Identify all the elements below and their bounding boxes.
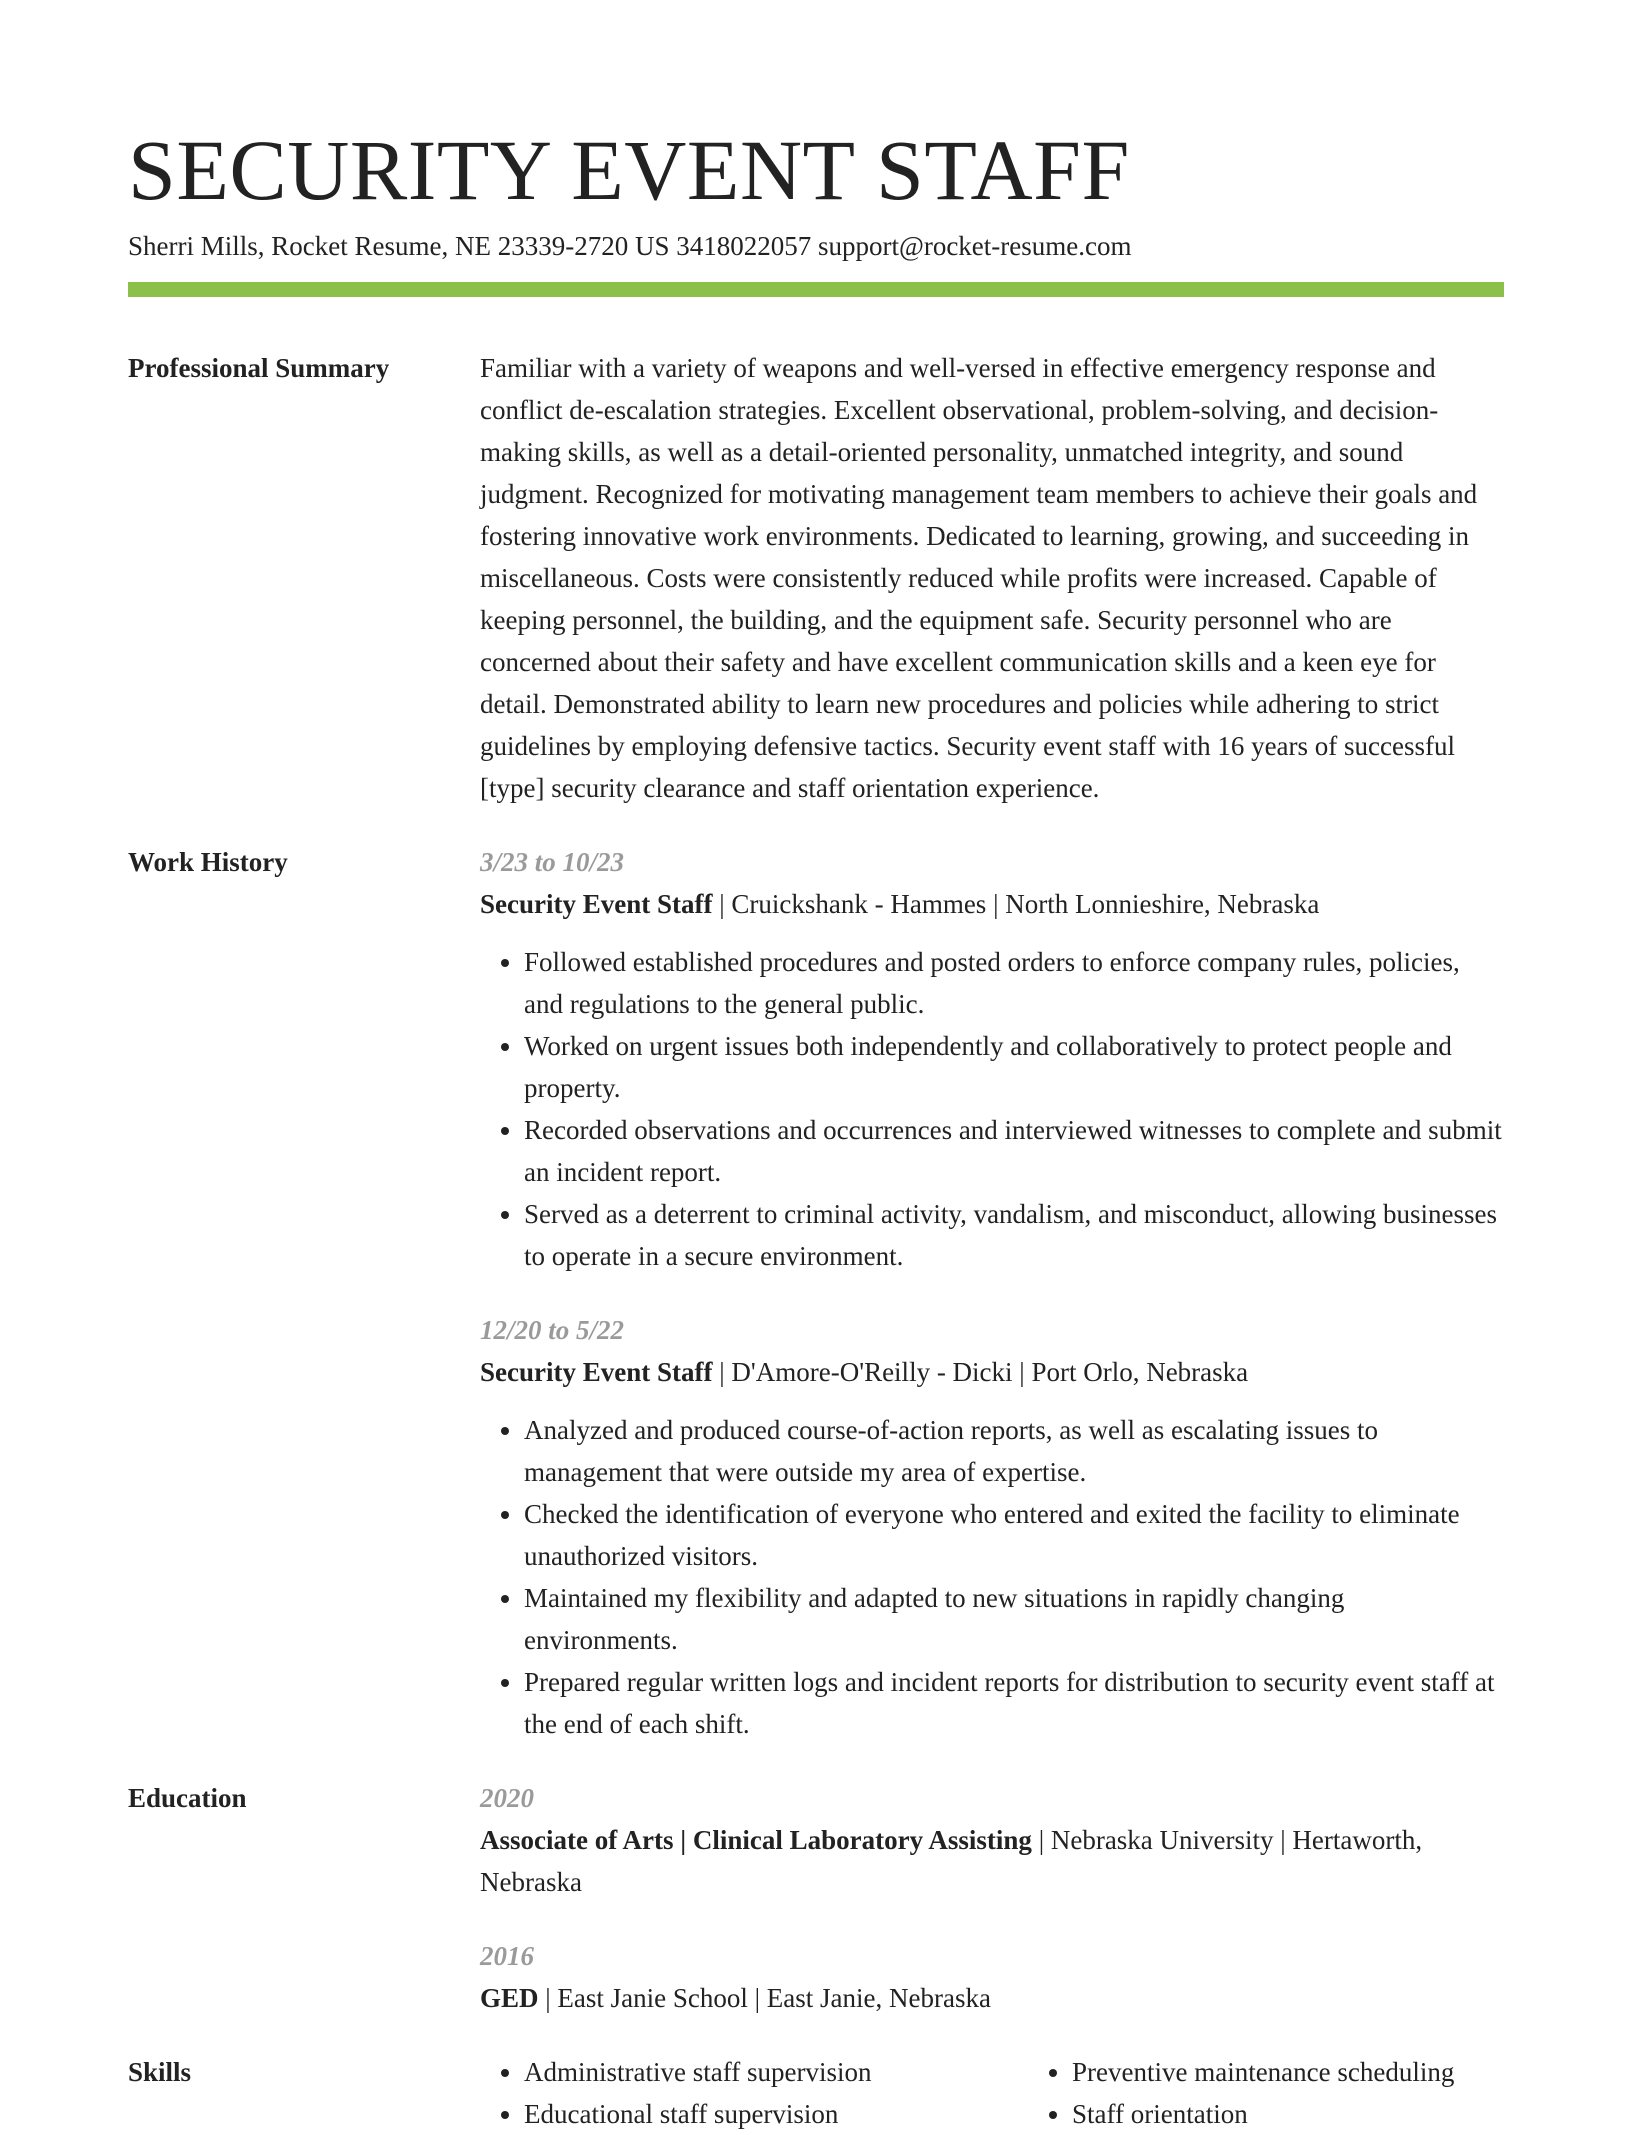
- work-history-section: [128, 841, 1504, 1745]
- education-details: | East Janie School | East Janie, Nebraska: [538, 1983, 991, 2013]
- list-item: • Educational staff supervision: [524, 2093, 1028, 2135]
- education-section: [128, 1777, 1504, 2019]
- job-details: | Cruickshank - Hammes | North Lonnieshire, Nebraska: [712, 889, 1320, 919]
- education-entry: [480, 1777, 1504, 1903]
- education-label: Education: [128, 1783, 247, 1813]
- work-history-body: [480, 841, 1504, 1745]
- list-item: • Checked the identification of everyone who entered and exited the facility to eliminate unauthorized visitors.: [524, 1493, 1504, 1577]
- list-item: • Worked on urgent issues both independently and collaboratively to protect people and property.: [524, 1025, 1504, 1109]
- summary-section: [128, 347, 1504, 809]
- skills-label: Skills: [128, 2057, 192, 2087]
- work-history-label: Work History: [128, 847, 288, 877]
- summary-text: Familiar with a variety of weapons and well-versed in effective emergency response and conflict de-escalation strategies. Excellent observational, problem-solving, and decision-making skills, as well as a detail-oriented personality, unmatched integrity, and sound judgment. Recognized for motivating management team members to achieve their goals and fostering innovative work environments. Dedicated to learning, growing, and succeeding in miscellaneous. Costs were consistently reduced while profits were increased. Capable of keeping personnel, the building, and the equipment safe. Security personnel who are concerned about their safety and have excellent communication skills and a keen eye for detail. Demonstrated ability to learn new procedures and policies while adhering to strict guidelines by employing defensive tactics. Security event staff with 16 years of successful [type] security clearance and staff orientation experience.: [480, 353, 1478, 803]
- header-divider: [128, 282, 1504, 297]
- education-degree: GED: [480, 1983, 539, 2013]
- education-body: [480, 1777, 1504, 2019]
- list-item: • Recorded observations and occurrences and interviewed witnesses to complete and submit an incident report.: [524, 1109, 1504, 1193]
- summary-label: Professional Summary: [128, 353, 390, 383]
- skills-column-1: [480, 2051, 1028, 2135]
- education-year: 2016: [480, 1941, 534, 1971]
- job-heading: [480, 1351, 1504, 1393]
- job-bullets: [480, 1409, 1504, 1745]
- list-item: • Prepared regular written logs and incident reports for distribution to security event staff at the end of each shift.: [524, 1661, 1504, 1745]
- list-item: • Analyzed and produced course-of-action reports, as well as escalating issues to management that were outside my area of expertise.: [524, 1409, 1504, 1493]
- job-details: | D'Amore-O'Reilly - Dicki | Port Orlo, Nebraska: [712, 1357, 1249, 1387]
- job-title: Security Event Staff: [480, 1357, 713, 1387]
- list-item: • Maintained my flexibility and adapted to new situations in rapidly changing environments.: [524, 1577, 1504, 1661]
- education-heading: [480, 1819, 1504, 1903]
- job-heading: [480, 883, 1504, 925]
- job-dates: 12/20 to 5/22: [480, 1315, 625, 1345]
- job-entry: [480, 1309, 1504, 1745]
- job-entry: [480, 841, 1504, 1277]
- education-details: | Nebraska University | Hertaworth, Nebraska: [480, 1825, 1423, 1897]
- list-item: • Served as a deterrent to criminal activity, vandalism, and misconduct, allowing businesses to operate in a secure environment.: [524, 1193, 1504, 1277]
- skills-column-2: [1028, 2051, 1576, 2135]
- list-item: • Staff orientation: [1072, 2093, 1576, 2135]
- resume-page: [128, 120, 1504, 2135]
- education-entry: [480, 1935, 1504, 2019]
- education-degree: Associate of Arts | Clinical Laboratory Assisting: [480, 1825, 1032, 1855]
- job-dates: 3/23 to 10/23: [480, 847, 625, 877]
- education-heading: [480, 1977, 1504, 2019]
- skills-section: [128, 2051, 1504, 2135]
- list-item: • Preventive maintenance scheduling: [1072, 2051, 1576, 2093]
- resume-title: SECURITY EVENT STAFF: [128, 122, 1130, 218]
- education-year: 2020: [480, 1783, 534, 1813]
- job-title: Security Event Staff: [480, 889, 713, 919]
- list-item: • Followed established procedures and posted orders to enforce company rules, policies, and regulations to the general public.: [524, 941, 1504, 1025]
- job-bullets: [480, 941, 1504, 1277]
- skills-grid: [480, 2051, 1576, 2135]
- list-item: • Administrative staff supervision: [524, 2051, 1028, 2093]
- contact-line: Sherri Mills, Rocket Resume, NE 23339-2720 US 3418022057 support@rocket-resume.com: [128, 231, 1132, 261]
